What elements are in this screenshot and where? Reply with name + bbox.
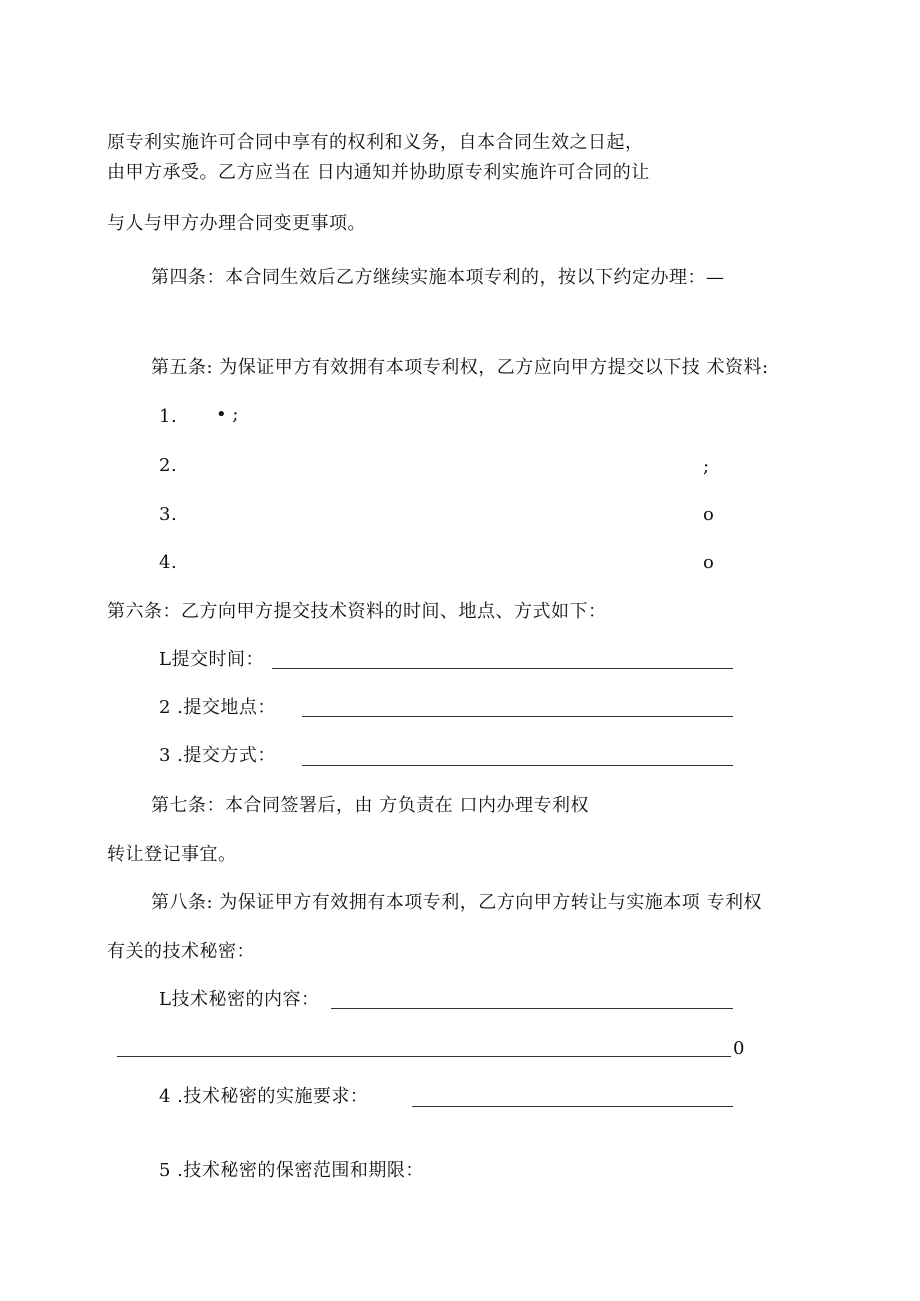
art8-content-end: 0 <box>733 1038 745 1059</box>
art5-item-number: 2. <box>159 455 178 476</box>
art5-item-end: o <box>703 504 714 525</box>
art6-item-label: 3 .提交方式： <box>159 745 276 766</box>
art8-impl-label: 4 .技术秘密的实施要求： <box>159 1086 369 1107</box>
article-5: 第五条: 为保证甲方有效拥有本项专利权，乙方应向甲方提交以下技 术资料: <box>151 357 769 378</box>
art5-item-end: o <box>703 552 714 573</box>
art8-scope-label: 5 .技术秘密的保密范围和期限： <box>159 1160 424 1181</box>
art6-item-label: 2 .提交地点： <box>159 697 276 718</box>
article-7-continued: 转让登记事宜。 <box>107 844 237 865</box>
art5-item-end: ; <box>703 456 710 477</box>
fill-in-line <box>412 1106 733 1107</box>
art5-item-number: 1. <box>159 406 178 427</box>
paragraph-line: 原专利实施许可合同中享有的权利和义务，自本合同生效之日起， <box>107 132 644 153</box>
art5-item-mark: • ; <box>216 404 239 425</box>
art6-item-label: L提交时间： <box>159 649 264 670</box>
paragraph-line: 与人与甲方办理合同变更事项。 <box>107 213 366 234</box>
paragraph-line: 由甲方承受。乙方应当在 日内通知并协助原专利实施许可合同的让 <box>107 162 650 183</box>
fill-in-line <box>272 668 733 669</box>
art8-content-label: L技术秘密的内容： <box>159 989 320 1010</box>
article-4: 第四条：本合同生效后乙方继续实施本项专利的，按以下约定办理：— <box>151 267 725 288</box>
article-8: 第八条: 为保证甲方有效拥有本项专利，乙方向甲方转让与实施本项 专利权 <box>151 892 763 913</box>
art5-item-number: 4. <box>159 552 178 573</box>
article-6: 第六条：乙方向甲方提交技术资料的时间、地点、方式如下： <box>107 601 607 622</box>
article-7: 第七条：本合同签署后，由 方负责在 口内办理专利权 <box>151 795 589 816</box>
article-8-continued: 有关的技术秘密： <box>107 941 255 962</box>
fill-in-line <box>302 716 733 717</box>
fill-in-line <box>331 1008 733 1009</box>
fill-in-line <box>117 1056 731 1057</box>
art5-item-number: 3. <box>159 504 178 525</box>
fill-in-line <box>302 765 733 766</box>
